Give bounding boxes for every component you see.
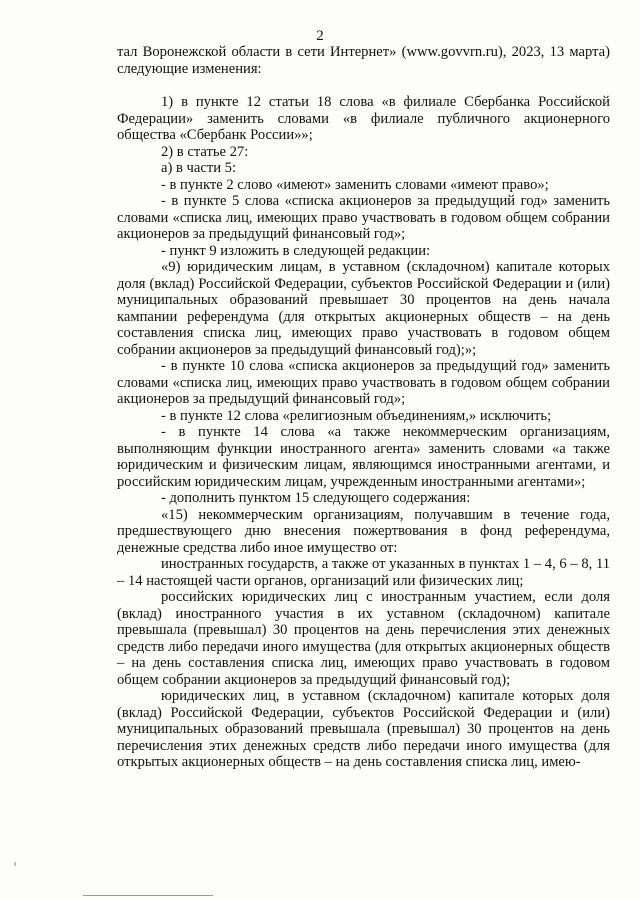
scan-edge-line — [83, 895, 213, 896]
document-body — [117, 44, 610, 771]
paragraph-point-15-text: «15) некоммерческим организациям, получавшим в течение года, предшествующего дню внесения пожертвования в фонд референдума, денежные средства либо иное имущество от: — [117, 506, 610, 556]
paragraph-point-12: - в пункте 12 слова «религиозным объединениям,» исключить; — [161, 407, 552, 424]
paragraph-item-2: 2) в статье 27: — [161, 143, 249, 160]
paragraph-foreign-states: иностранных государств, а также от указанных в пунктах 1 – 4, 6 – 8, 11 – 14 настоящей части органов, организаций или физических лиц; — [117, 556, 610, 589]
paragraph-point-15-intro: - дополнить пунктом 15 следующего содержания: — [161, 490, 471, 506]
page-number: 2 — [316, 28, 324, 44]
paragraph-russian-entities: российских юридических лиц с иностранным участием, если доля (вклад) иностранного участия в их уставном (складочном) капитале превышала (превышал) 30 процентов на день перечисления этих денежных средств либо передачи иного имущества (для открытых акционерных обществ – на день составления списка лиц, имеющих право участвовать в годовом общем собрании акционеров за предыдущий финансовый год); — [117, 589, 610, 688]
paragraph-continuation: тал Воронежской области в сети Интернет» (www.govvrn.ru), 2023, 13 марта) следующие изменения: — [117, 44, 610, 77]
scan-artifact — [14, 862, 16, 866]
paragraph-gap — [117, 77, 610, 94]
paragraph-point-14: - в пункте 14 слова «а также некоммерческим организациям, выполняющим функции иностранного агента» заменить словами «а также юридическим и физическим лицам, являющимся иностранными агентами, и российским юридическим лицам, учрежденным иностранными агентами»; — [117, 424, 610, 490]
paragraph-point-9-intro: - пункт 9 изложить в следующей редакции: — [161, 242, 431, 259]
paragraph-item-1: 1) в пункте 12 статьи 18 слова «в филиале Сбербанка Российской Федерации» заменить словами «в филиале публичного акционерного общества «Сбербанк России»»; — [117, 94, 610, 143]
paragraph-legal-entities: юридических лиц, в уставном (складочном) капитале которых доля (вклад) Российской Федерации, субъектов Российской Федерации и (или) муниципальных образований превышала (превышал) 30 процентов на день перечисления этих денежных средств либо передачи иного имущества (для открытых акционерных обществ – на день составления списка лиц, имею- — [117, 688, 610, 770]
paragraph-point-5: - в пункте 5 слова «списка акционеров за предыдущий год» заменить словами «списка лиц, имеющих право участвовать в годовом общем собрании акционеров за предыдущий финансовый год»; — [117, 193, 610, 242]
paragraph-point-10: - в пункте 10 слова «списка акционеров за предыдущий год» заменить словами «списка лиц, имеющих право участвовать в годовом общем собрании акционеров за предыдущий финансовый год»; — [117, 358, 610, 407]
paragraph-point-9-text: «9) юридическим лицам, в уставном (складочном) капитале которых доля (вклад) Российской Федерации, субъектов Российской Федерации и (или) муниципальных образований превышает 30 процентов на день начала кампании референдума (для открытых акционерных обществ – на день составления списка лиц, имеющих право участвовать в годовом общем собрании акционеров за предыдущий финансовый год);»; — [117, 259, 610, 358]
paragraph-sub-a: а) в части 5: — [161, 160, 237, 176]
paragraph-point-2: - в пункте 2 слово «имеют» заменить словами «имеют право»; — [161, 176, 549, 193]
